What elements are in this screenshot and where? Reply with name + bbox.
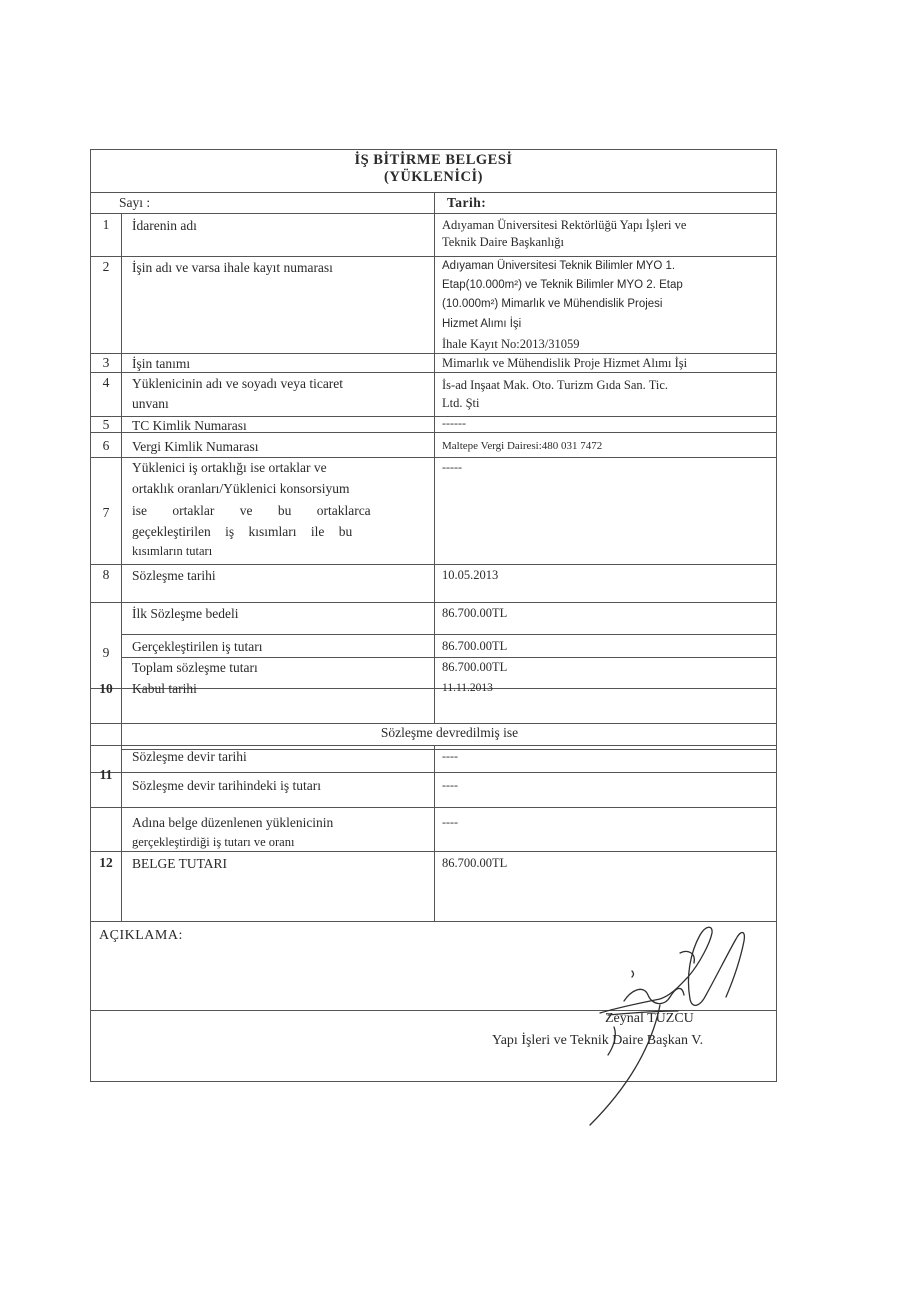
row-label: geçekleştirilen iş kısımları ile bu [132, 524, 353, 539]
row-value: İhale Kayıt No:2013/31059 [442, 337, 580, 351]
row-label: Sözleşme tarihi [132, 568, 216, 583]
row-label: Sözleşme devir tarihi [132, 749, 247, 764]
row-label: ortaklık oranları/Yüklenici konsorsiyum [132, 481, 350, 496]
row-label: Sözleşme devir tarihindeki iş tutarı [132, 778, 321, 793]
row-label: Gerçekleştirilen iş tutarı [132, 639, 263, 654]
document-title: İŞ BİTİRME BELGESİ [354, 152, 513, 168]
row-label: Toplam sözleşme tutarı [132, 660, 258, 675]
row-value: Maltepe Vergi Dairesi:480 031 7472 [442, 440, 603, 452]
row-number: 2 [102, 259, 110, 274]
row-label: BELGE TUTARI [132, 856, 228, 871]
tarih-label: Tarih: [447, 195, 487, 210]
row-label: İlk Sözleşme bedeli [132, 606, 239, 621]
row-heading: Sözleşme devredilmiş ise [380, 725, 519, 740]
sayi-label: Sayı : [119, 195, 151, 210]
row-label: İdarenin adı [132, 218, 197, 233]
row-value: ---- [442, 749, 458, 763]
row-value: ----- [442, 460, 462, 474]
aciklama-label: AÇIKLAMA: [99, 928, 183, 943]
row-number: 10 [99, 681, 113, 696]
row-label: Yüklenici iş ortaklığı ise ortaklar ve [132, 460, 327, 475]
handwritten-signature [560, 915, 760, 1130]
signer-title: Yapı İşleri ve Teknik Daire Başkan V. [492, 1033, 704, 1048]
row-value: ---- [442, 815, 458, 829]
row-label: Vergi Kimlik Numarası [132, 439, 259, 454]
signer-name: Zeynal TUZCU [605, 1011, 694, 1026]
row-value: ---- [442, 778, 458, 792]
row-label: unvanı [132, 396, 169, 411]
document-subtitle: (YÜKLENİCİ) [384, 169, 483, 185]
row-number: 12 [99, 855, 113, 870]
row-value: ------ [442, 416, 466, 430]
row-label: İşin adı ve varsa ihale kayıt numarası [132, 260, 333, 275]
row-value: Etap(10.000m²) ve Teknik Bilimler MYO 2. Etap [442, 279, 683, 291]
row-label: kısımların tutarı [132, 544, 213, 558]
row-label: ise ortaklar ve bu ortaklarca [132, 503, 371, 518]
row-number: 4 [102, 375, 110, 390]
row-number: 1 [102, 217, 110, 232]
row-number: 11 [99, 767, 113, 782]
row-number: 6 [102, 438, 110, 453]
row-label: Yüklenicinin adı ve soyadı veya ticaret [132, 376, 344, 391]
row-value: İs-ad Inşaat Mak. Oto. Turizm Gıda San. Tic. [442, 378, 669, 392]
row-label: İşin tanımı [132, 356, 191, 371]
row-number: 5 [102, 417, 110, 432]
row-value: 86.700.00TL [442, 856, 508, 870]
row-value: 10.05.2013 [442, 568, 499, 582]
row-value: Hizmet Alımı İşi [442, 318, 522, 330]
row-value: 86.700.00TL [442, 606, 508, 620]
row-value: Mimarlık ve Mühendislik Proje Hizmet Alımı İşi [442, 356, 688, 370]
row-value: Ltd. Şti [442, 396, 480, 410]
row-value: Teknik Daire Başkanlığı [442, 235, 565, 249]
row-label: Adına belge düzenlenen yüklenicinin [132, 815, 334, 830]
row-label: TC Kimlik Numarası [132, 418, 247, 433]
row-label: gerçekleştirdiği iş tutarı ve oranı [132, 835, 295, 849]
row-value: 11.11.2013 [442, 682, 493, 694]
row-number: 7 [102, 505, 110, 520]
row-value: Adıyaman Üniversitesi Teknik Bilimler MYO 1. [442, 260, 676, 272]
row-value: 86.700.00TL [442, 639, 508, 653]
row-value: 86.700.00TL [442, 660, 508, 674]
row-value: Adıyaman Üniversitesi Rektörlüğü Yapı İşleri ve [442, 218, 687, 232]
row-number: 3 [102, 355, 110, 370]
row-value: (10.000m²) Mimarlık ve Mühendislik Projesi [442, 298, 663, 310]
row-label: Kabul tarihi [132, 681, 197, 696]
row-number: 9 [102, 645, 110, 660]
row-number: 8 [102, 567, 110, 582]
